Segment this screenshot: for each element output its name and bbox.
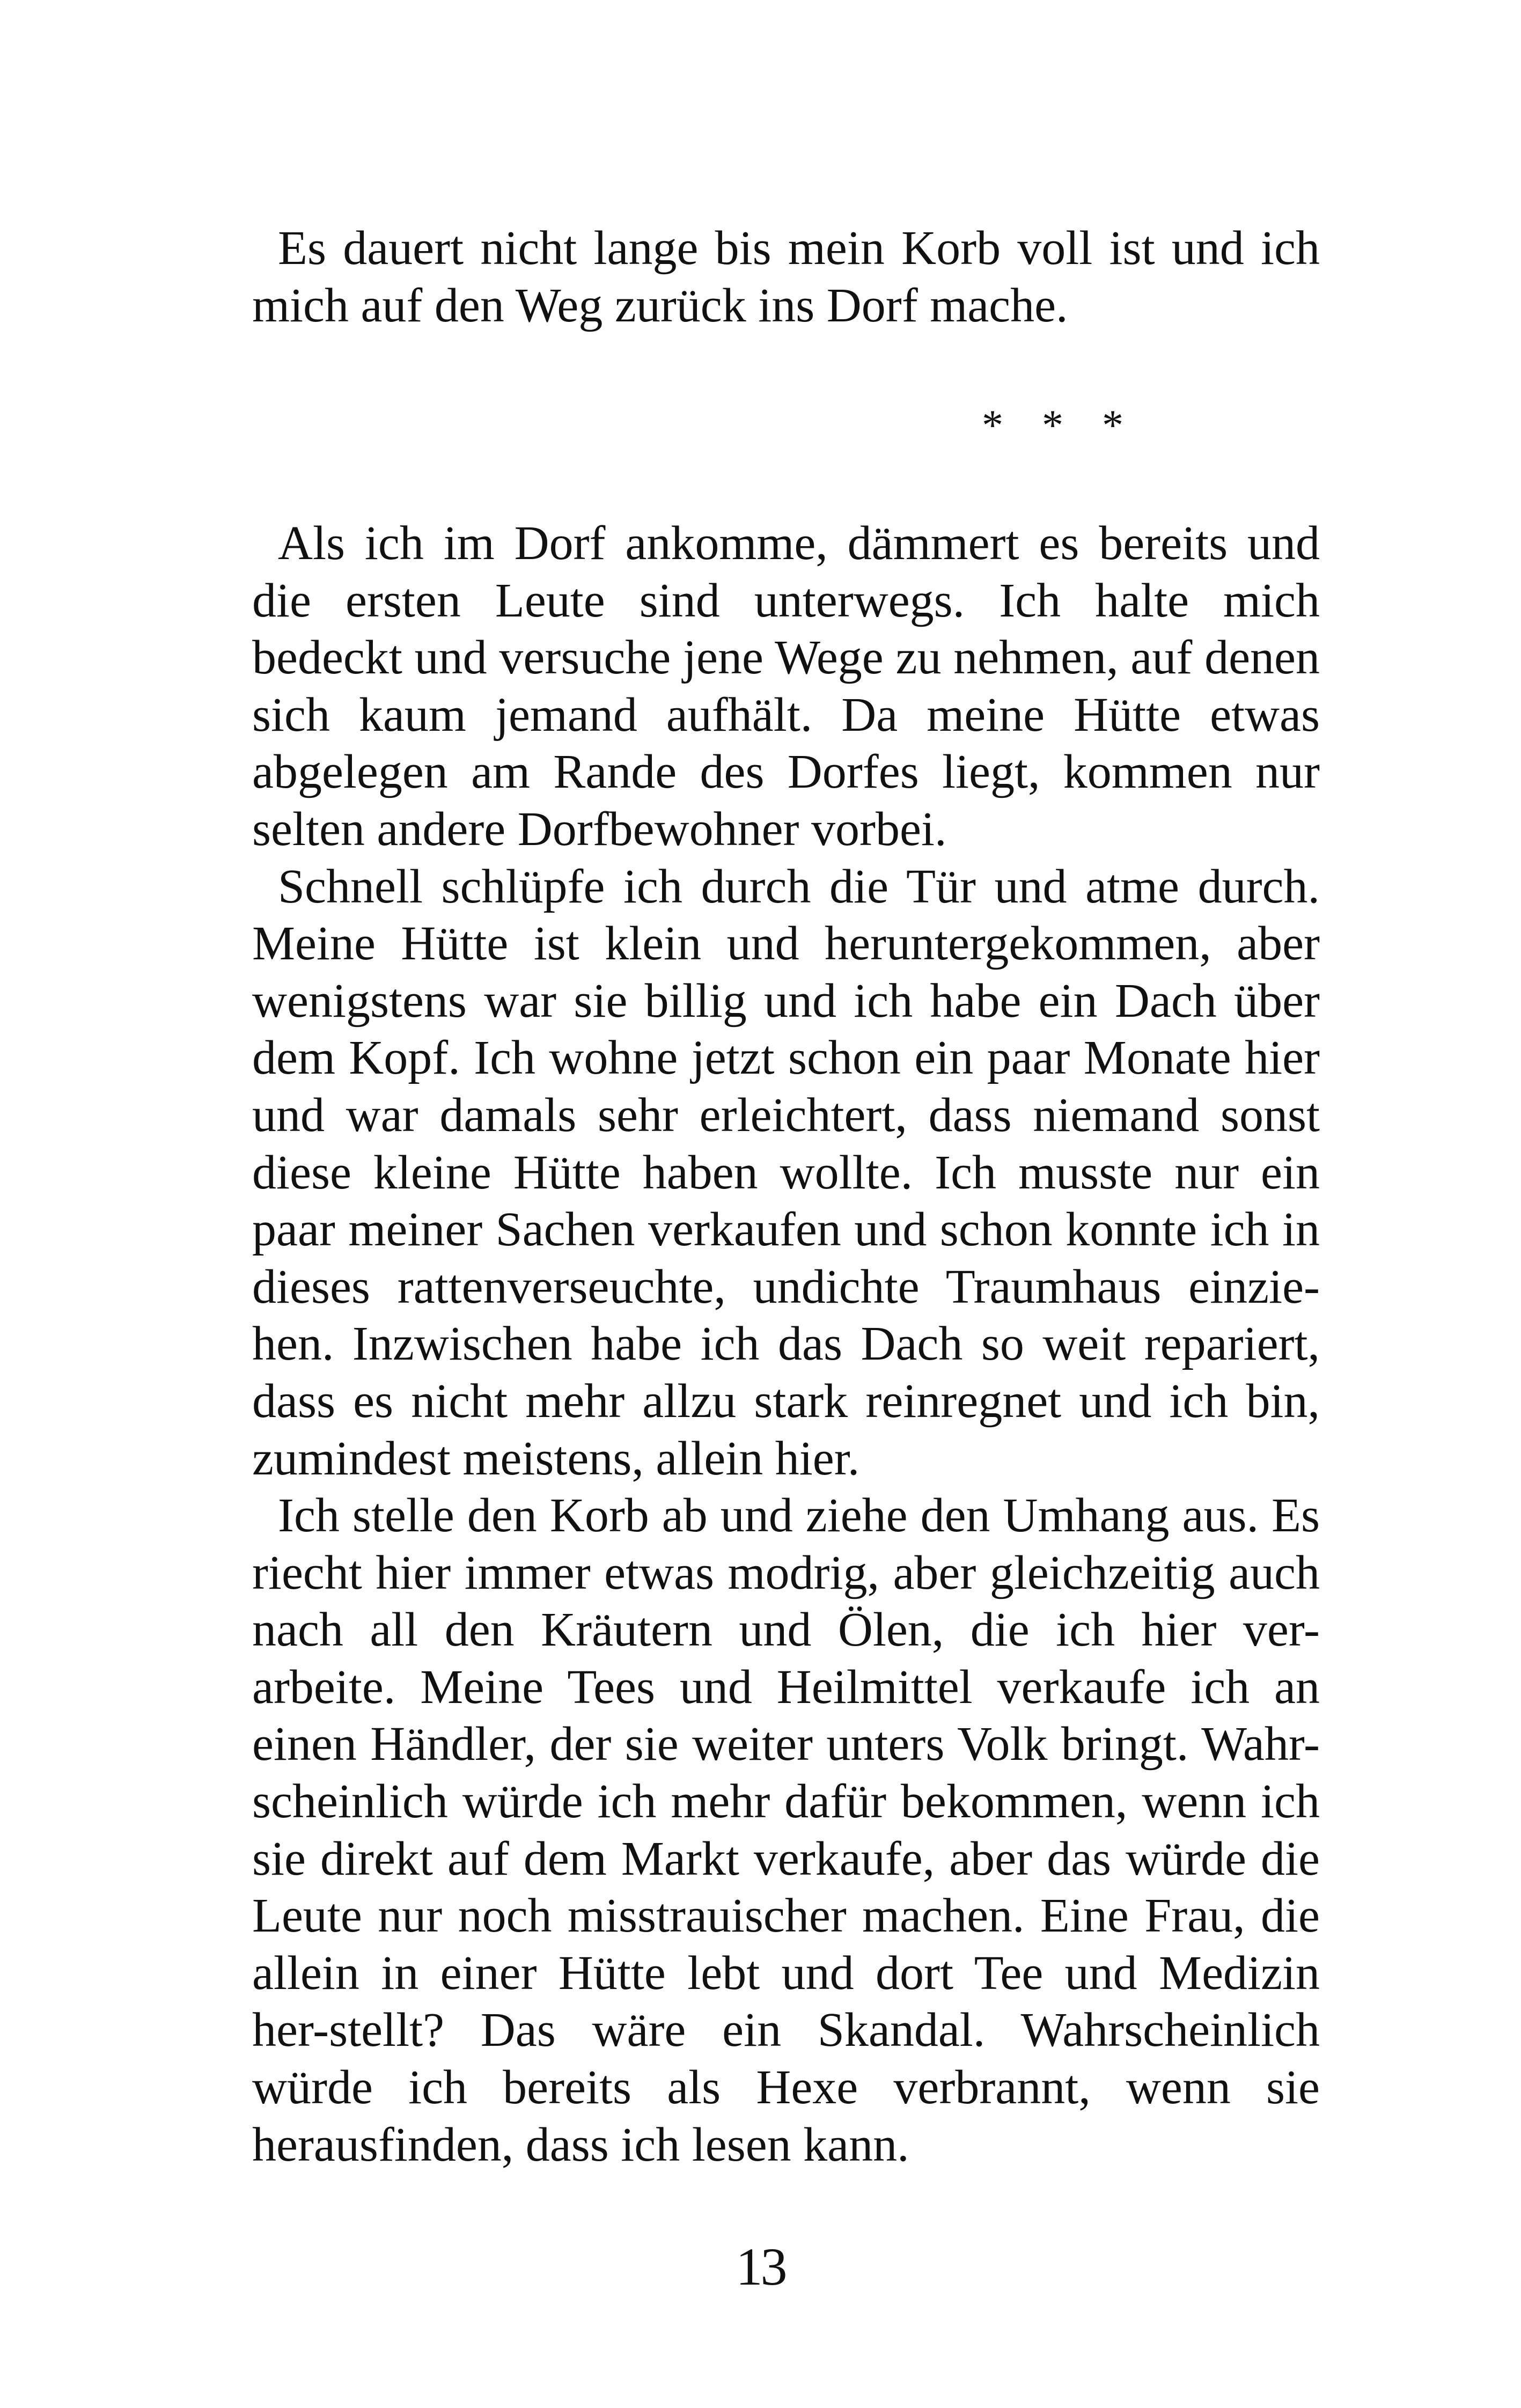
page-number: 13: [736, 2237, 785, 2296]
paragraph-hut: Schnell schlüpfe ich durch die Tür und atme durch. Meine Hütte ist klein und heruntergekommen, aber wenigstens war sie billig und ich habe ein Dach über dem Kopf. Ich wohne jetzt schon ein paar Monate hier und war damals sehr erleichtert, dass niemand sonst diese kleine Hütte haben wollte. Ich musste nur ein paar meiner Sachen verkaufen und schon konnte ich in dieses rattenverseuchte, undichte Traumhaus einzie-hen. Inzwischen habe ich das Dach so weit repariert, dass es nicht mehr allzu stark reinregnet und ich bin, zumindest meistens, allein hier.: [252, 860, 1320, 1485]
paragraph-arrival: Als ich im Dorf ankomme, dämmert es bereits und die ersten Leute sind unterwegs. Ich halte mich bedeckt und versuche jene Wege zu nehmen, auf denen sich kaum jemand aufhält. Da meine Hütte etwas abgelegen am Rande des Dorfes liegt, kommen nur selten andere Dorfbewohner vorbei.: [252, 517, 1320, 856]
scene-break: * * *: [982, 402, 1137, 449]
paragraph-herbs: Ich stelle den Korb ab und ziehe den Umhang aus. Es riecht hier immer etwas modrig, aber gleichzeitig auch nach all den Kräutern und Ölen, die ich hier ver-arbeite. Meine Tees und Heilmittel verkaufe ich an einen Händler, der sie weiter unters Volk bringt. Wahr-scheinlich würde ich mehr dafür bekommen, wenn ich sie direkt auf dem Markt verkaufe, aber das würde die Leute nur noch misstrauischer machen. Eine Frau, die allein in einer Hütte lebt und dort Tee und Medizin her-stellt? Das wäre ein Skandal. Wahrscheinlich würde ich bereits als Hexe verbrannt, wenn sie herausfinden, dass ich lesen kann.: [252, 1489, 1320, 2171]
opening-text-block: [252, 220, 1320, 334]
main-text-block: [252, 515, 1320, 2174]
opening-paragraph: Es dauert nicht lange bis mein Korb voll ist und ich mich auf den Weg zurück ins Dorf mache.: [252, 222, 1320, 332]
